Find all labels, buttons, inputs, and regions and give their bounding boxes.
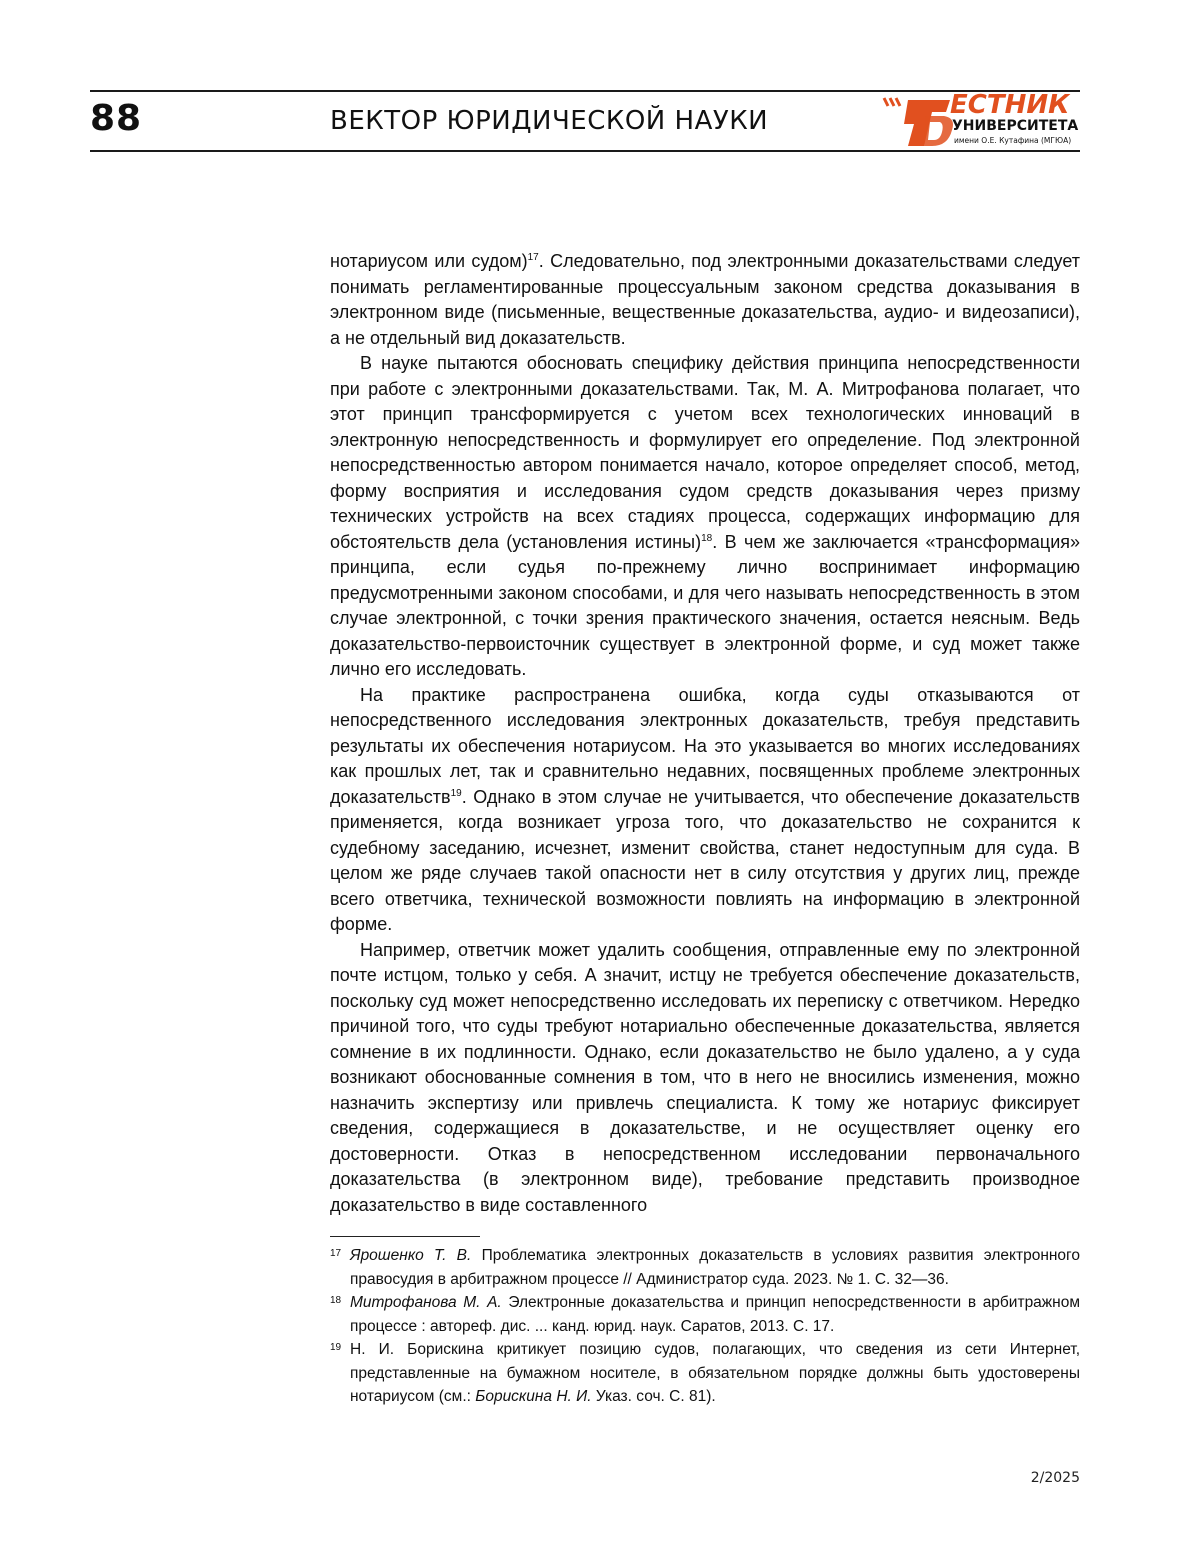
footnote-ref: 17 — [528, 252, 539, 263]
footnote-number: 17 — [330, 1242, 341, 1266]
text-span: В науке пытаются обосновать специфику действия принципа непосредственности при работе с электронными доказательствами. Так, М. А. Митрофанова полагает, что этот принцип трансформируется с учетом всех технологических инноваций в электронную непосредственность и формулирует его определение. Под электронной непосредственностью автором понимается начало, которое определяет способ, метод, форму восприятия и исследования судом средств доказывания через призму технических устройств на всех стадиях процесса, содержащих информацию для обстоятельств дела (установления истины) — [330, 353, 1080, 552]
footnote — [330, 1291, 1080, 1338]
footnote-text: Проблематика электронных доказательств в условиях развития электронного правосудия в арбитражном процессе // Администратор суда. 2023. № 1. С. 32—36. — [350, 1247, 1080, 1288]
text-span: . В чем же заключается «трансформация» принципа, если судья по-прежнему лично воспринимает информацию предусмотренными законом способами, и для чего называть непосредственность в этом случае электронной, с точки зрения практического значения, остается неясным. Ведь доказательство-первоисточник существует в электронной форме, и суд может также лично его исследовать. — [330, 532, 1080, 680]
text-span: . Следовательно, под электронными доказательствами следует понимать регламентированные процессуальным законом средства доказывания в электронном виде (письменные, вещественные доказательства, аудио- и видеозаписи), а не отдельный вид доказательств. — [330, 251, 1080, 348]
paragraph — [330, 351, 1080, 683]
footnote-text: Электронные доказательства и принцип непосредственности в арбитражном процессе : автореф. дис. ... канд. юрид. наук. Саратов, 2013. С. 17. — [350, 1294, 1080, 1335]
journal-logo-mark-icon — [880, 94, 960, 150]
footnote-text: Указ. соч. С. 81). — [592, 1388, 716, 1405]
footnote-author: Ярошенко Т. В. — [350, 1247, 471, 1264]
footnote-ref: 19 — [451, 788, 462, 799]
paragraph — [330, 249, 1080, 351]
footnote-number: 19 — [330, 1336, 341, 1360]
text-span: На практике распространена ошибка, когда суды отказываются от непосредственного исследования электронных доказательств, требуя представить результаты их обеспечения нотариусом. На это указывается во многих исследованиях как прошлых лет, так и сравнительно недавних, посвященных проблеме электронных доказательств — [330, 685, 1080, 807]
logo-word: ЕСТНИК — [950, 90, 1069, 120]
footnote-author: Митрофанова М. А. — [350, 1294, 502, 1311]
text-span: . Однако в этом случае не учитывается, что обеспечение доказательств применяется, когда возникает угроза того, что доказательство не сохранится к судебному заседанию, исчезнет, изменит свойства, станет недоступным для суда. В целом же ряде случаев такой опасности нет в силу отсутствия у других лиц, прежде всего ответчика, технической возможности повлиять на информацию в электронной форме. — [330, 787, 1080, 935]
footnote-number: 18 — [330, 1289, 341, 1313]
paragraph: Например, ответчик может удалить сообщения, отправленные ему по электронной почте истцом, только у себя. А значит, истцу не требуется обеспечение доказательств, поскольку суд может непосредственно исследовать их переписку с ответчиком. Нередко причиной того, что суды требуют нотариально обеспеченные доказательства, является сомнение в их подлинности. Однако, если доказательство не было удалено, а у суда возникают обоснованные сомнения в том, что в него не вносились изменения, можно назначить экспертизу или привлечь специалиста. К тому же нотариус фиксирует сведения, содержащиеся в доказательстве, и не осуществляет оценку его достоверности. Отказ в непосредственном исследовании первоначального доказательства (в электронном виде), требование представить производное доказательство в виде составленного — [330, 938, 1080, 1219]
section-title: ВЕКТОР ЮРИДИЧЕСКОЙ НАУКИ — [330, 106, 768, 136]
issue-number: 2/2025 — [1031, 1470, 1080, 1486]
logo-subtitle: имени О.Е. Кутафина (МГЮА) — [954, 136, 1071, 145]
footnotes — [330, 1244, 1080, 1409]
footnote — [330, 1338, 1080, 1409]
paragraph — [330, 683, 1080, 938]
journal-logo — [880, 94, 1080, 150]
footnote-divider — [330, 1236, 480, 1237]
footnote-author: Борискина Н. И. — [475, 1388, 591, 1405]
logo-university: УНИВЕРСИТЕТА — [952, 118, 1078, 134]
text-span: нотариусом или судом) — [330, 251, 528, 271]
footnote — [330, 1244, 1080, 1291]
page-number: 88 — [90, 98, 142, 139]
page-header — [90, 90, 1080, 152]
article-body — [330, 249, 1080, 1218]
footnote-text: Н. И. Борискина критикует позицию судов, полагающих, что сведения из сети Интернет, представленные на бумажном носителе, в обязательном порядке должны быть удостоверены нотариусом (см.: — [350, 1341, 1080, 1405]
footnote-ref: 18 — [701, 533, 712, 544]
